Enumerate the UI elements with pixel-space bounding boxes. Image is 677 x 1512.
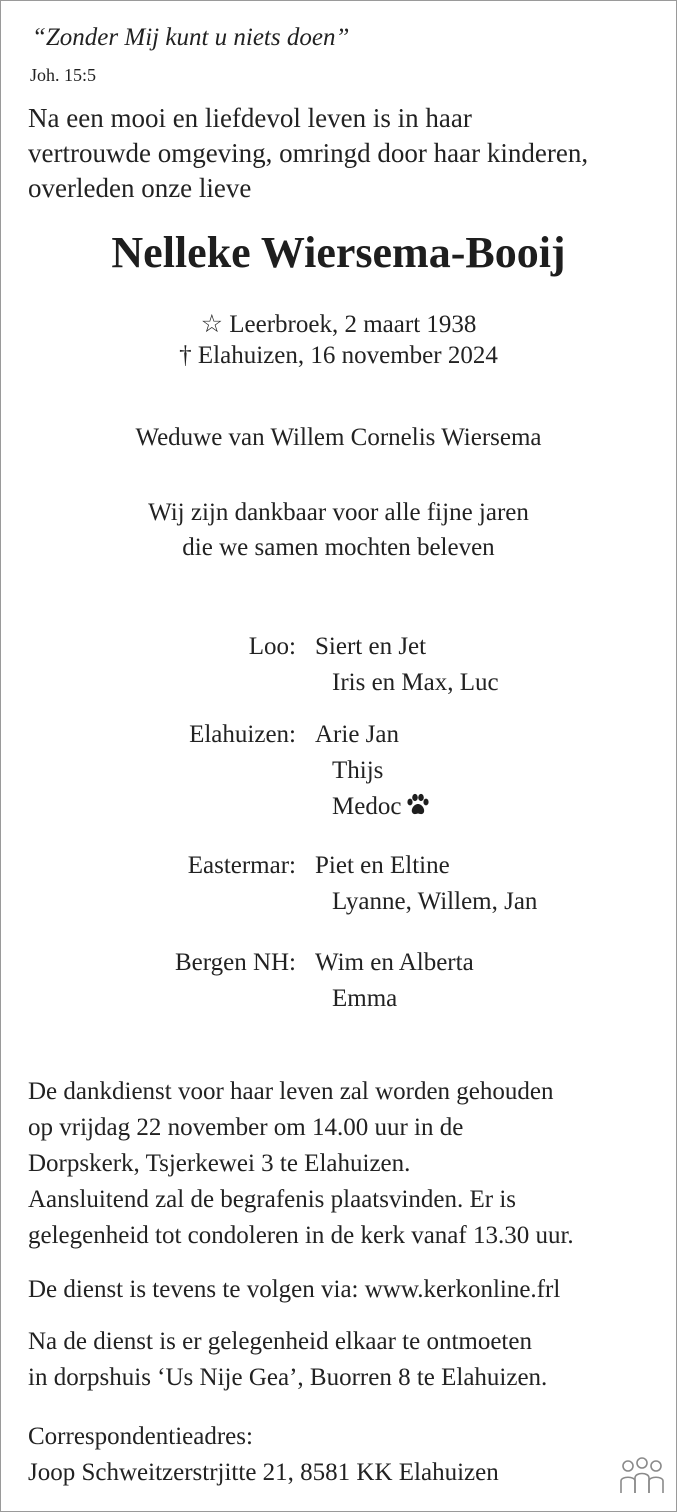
pet-name: Medoc	[332, 793, 402, 820]
family-member: Siert en Jet	[315, 633, 427, 660]
correspondence	[28, 1419, 499, 1491]
service-line: op vrijdag 22 november om 14.00 uur in de	[28, 1114, 464, 1141]
death-line: † Elahuizen, 16 november 2024	[179, 342, 498, 369]
family-member: Thijs	[332, 757, 384, 784]
thanks-line: Wij zijn dankbaar voor alle fijne jaren	[148, 499, 529, 526]
family-member: Emma	[332, 985, 398, 1012]
people-group-logo	[619, 1457, 665, 1497]
intro-text	[28, 101, 588, 206]
family-member: Wim en Alberta	[315, 949, 474, 976]
correspondence-address: Joop Schweitzerstrjitte 21, 8581 KK Elahuizen	[28, 1459, 499, 1486]
family-place-eastermar: Eastermar:	[187, 852, 296, 879]
service-line: De dankdienst voor haar leven zal worden gehouden	[28, 1078, 554, 1105]
gathering-line: in dorpshuis ‘Us Nije Gea’, Buorren 8 te Elahuizen.	[28, 1364, 548, 1391]
thanks-line: die we samen mochten beleven	[182, 534, 495, 561]
birth-line: ☆ Leerbroek, 2 maart 1938	[200, 311, 477, 338]
family-place-bergen: Bergen NH:	[174, 949, 296, 976]
family-place-loo: Loo:	[248, 633, 296, 660]
intro-line: Na een mooi en liefdevol leven is in haar	[28, 103, 472, 133]
family-member-pet	[332, 793, 431, 821]
bible-quote: “Zonder Mij kunt u niets doen”	[32, 24, 350, 51]
family-member: Piet en Eltine	[315, 852, 450, 879]
service-line: Dorpskerk, Tsjerkewei 3 te Elahuizen.	[28, 1150, 411, 1177]
gathering-line: Na de dienst is er gelegenheid elkaar te ontmoeten	[28, 1328, 532, 1355]
stream-info: De dienst is tevens te volgen via: www.kerkonline.frl	[28, 1276, 561, 1303]
service-line: gelegenheid tot condoleren in de kerk vanaf 13.30 uur.	[28, 1222, 574, 1249]
paw-print-icon	[405, 793, 431, 817]
family-place-elahuizen: Elahuizen:	[189, 721, 296, 748]
intro-line: overleden onze lieve	[28, 173, 252, 203]
bible-reference: Joh. 15:5	[30, 65, 97, 85]
correspondence-label: Correspondentieadres:	[28, 1423, 253, 1450]
family-member: Iris en Max, Luc	[332, 669, 499, 696]
intro-line: vertrouwde omgeving, omringd door haar kinderen,	[28, 138, 589, 168]
deceased-name: Nelleke Wiersema-Booij	[111, 228, 566, 277]
family-member: Arie Jan	[315, 721, 399, 748]
service-line: Aansluitend zal de begrafenis plaatsvinden. Er is	[28, 1186, 517, 1213]
gathering-info	[28, 1324, 547, 1396]
service-info	[28, 1074, 574, 1254]
widow-line: Weduwe van Willem Cornelis Wiersema	[135, 424, 542, 451]
family-member: Lyanne, Willem, Jan	[332, 888, 538, 915]
